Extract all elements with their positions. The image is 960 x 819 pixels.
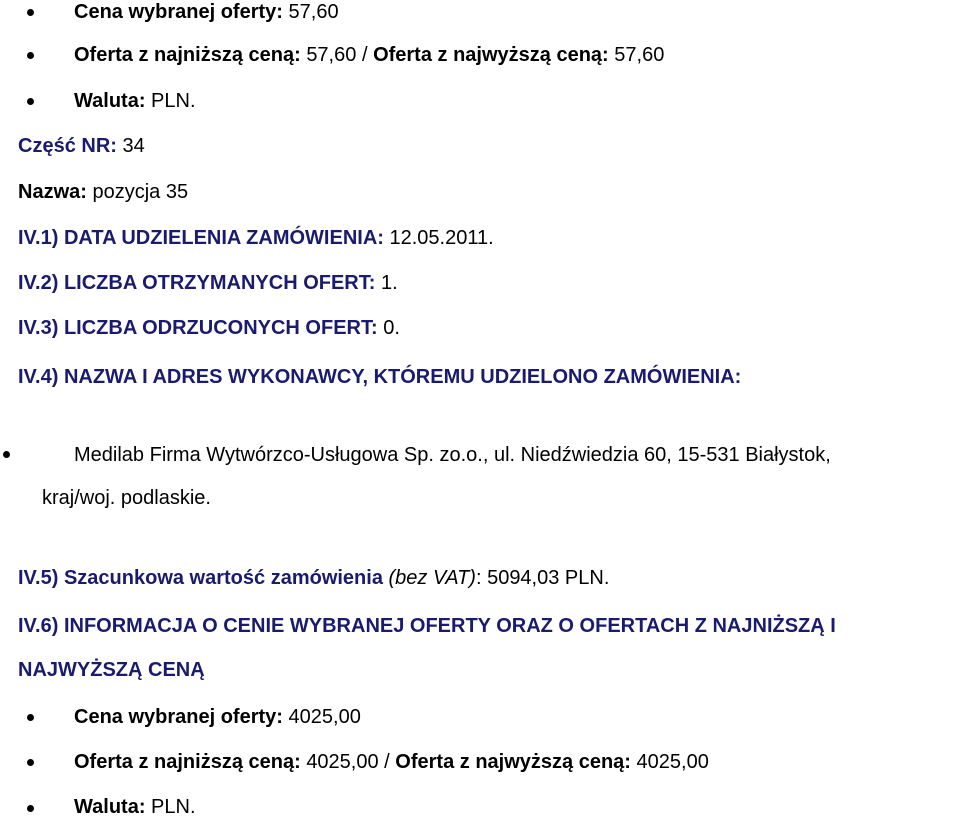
part-name-label: Nazwa: [18,181,87,203]
lowest-price-value: 57,60 [306,44,357,66]
highest-price-label: Oferta z najwyższą ceną: [373,44,609,66]
bullet-icon [27,98,34,105]
lowest-price-value: 4025,00 [306,751,379,773]
iv3-line [18,316,400,340]
iv3-label: IV.3) LICZBA ODRZUCONYCH OFERT: [18,317,378,339]
contractor-line1: Medilab Firma Wytwórzco-Usługowa Sp. zo.o., ul. Niedźwiedzia 60, 15-531 Białystok, [74,444,831,466]
iv6-label-line1: IV.6) INFORMACJA O CENIE WYBRANEJ OFERTY ORAZ O OFERTACH Z NAJNIŻSZĄ I [18,615,836,637]
contractor-line2: kraj/woj. podlaskie. [42,487,211,509]
part-number-value: 34 [122,135,145,157]
iv5-line [18,566,609,590]
iv4-line [18,365,741,389]
price-separator: / [384,751,390,773]
iv1-line [18,226,494,250]
iv6-label-line2: NAJWYŻSZĄ CENĄ [18,659,205,681]
iv1-value: 12.05.2011. [389,227,494,249]
currency-line-2 [74,795,196,819]
highest-price-value: 57,60 [614,44,665,66]
iv4-label: IV.4) NAZWA I ADRES WYKONAWCY, KTÓREMU UDZIELONO ZAMÓWIENIA: [18,366,742,388]
bullet-icon [27,759,34,766]
bullet-icon [3,451,10,458]
currency-label: Waluta: [74,90,146,112]
selected-price-value: 57,60 [288,1,339,23]
bullet-icon [27,714,34,721]
iv2-label: IV.2) LICZBA OTRZYMANYCH OFERT: [18,272,376,294]
iv3-value: 0. [383,317,400,339]
selected-price-line [74,0,339,24]
bullet-icon [27,805,34,812]
price-range-line-2 [74,750,709,774]
price-range-line [74,43,664,67]
part-name-value: pozycja 35 [92,181,189,203]
lowest-price-label: Oferta z najniższą ceną: [74,751,301,773]
selected-price-label: Cena wybranej oferty: [74,1,283,23]
highest-price-value: 4025,00 [636,751,709,773]
part-number-line [18,134,145,158]
currency-value: PLN. [151,90,196,112]
iv5-note: (bez VAT) [388,567,476,589]
part-number-label: Część NR: [18,135,117,157]
selected-price-label: Cena wybranej oferty: [74,706,283,728]
currency-line [74,89,196,113]
part-name-line [18,180,188,204]
bullet-icon [27,9,34,16]
selected-price-line-2 [74,705,361,729]
price-separator: / [361,44,368,66]
iv1-label: IV.1) DATA UDZIELENIA ZAMÓWIENIA: [18,227,384,249]
currency-label: Waluta: [74,796,146,818]
bullet-icon [27,52,34,59]
iv5-value: : 5094,03 PLN. [475,567,610,589]
highest-price-label: Oferta z najwyższą ceną: [395,751,631,773]
lowest-price-label: Oferta z najniższą ceną: [74,44,301,66]
selected-price-value: 4025,00 [288,706,361,728]
currency-value: PLN. [151,796,196,818]
iv2-value: 1. [380,272,398,294]
iv5-label: IV.5) Szacunkowa wartość zamówienia [18,567,383,589]
iv2-line [18,271,398,295]
